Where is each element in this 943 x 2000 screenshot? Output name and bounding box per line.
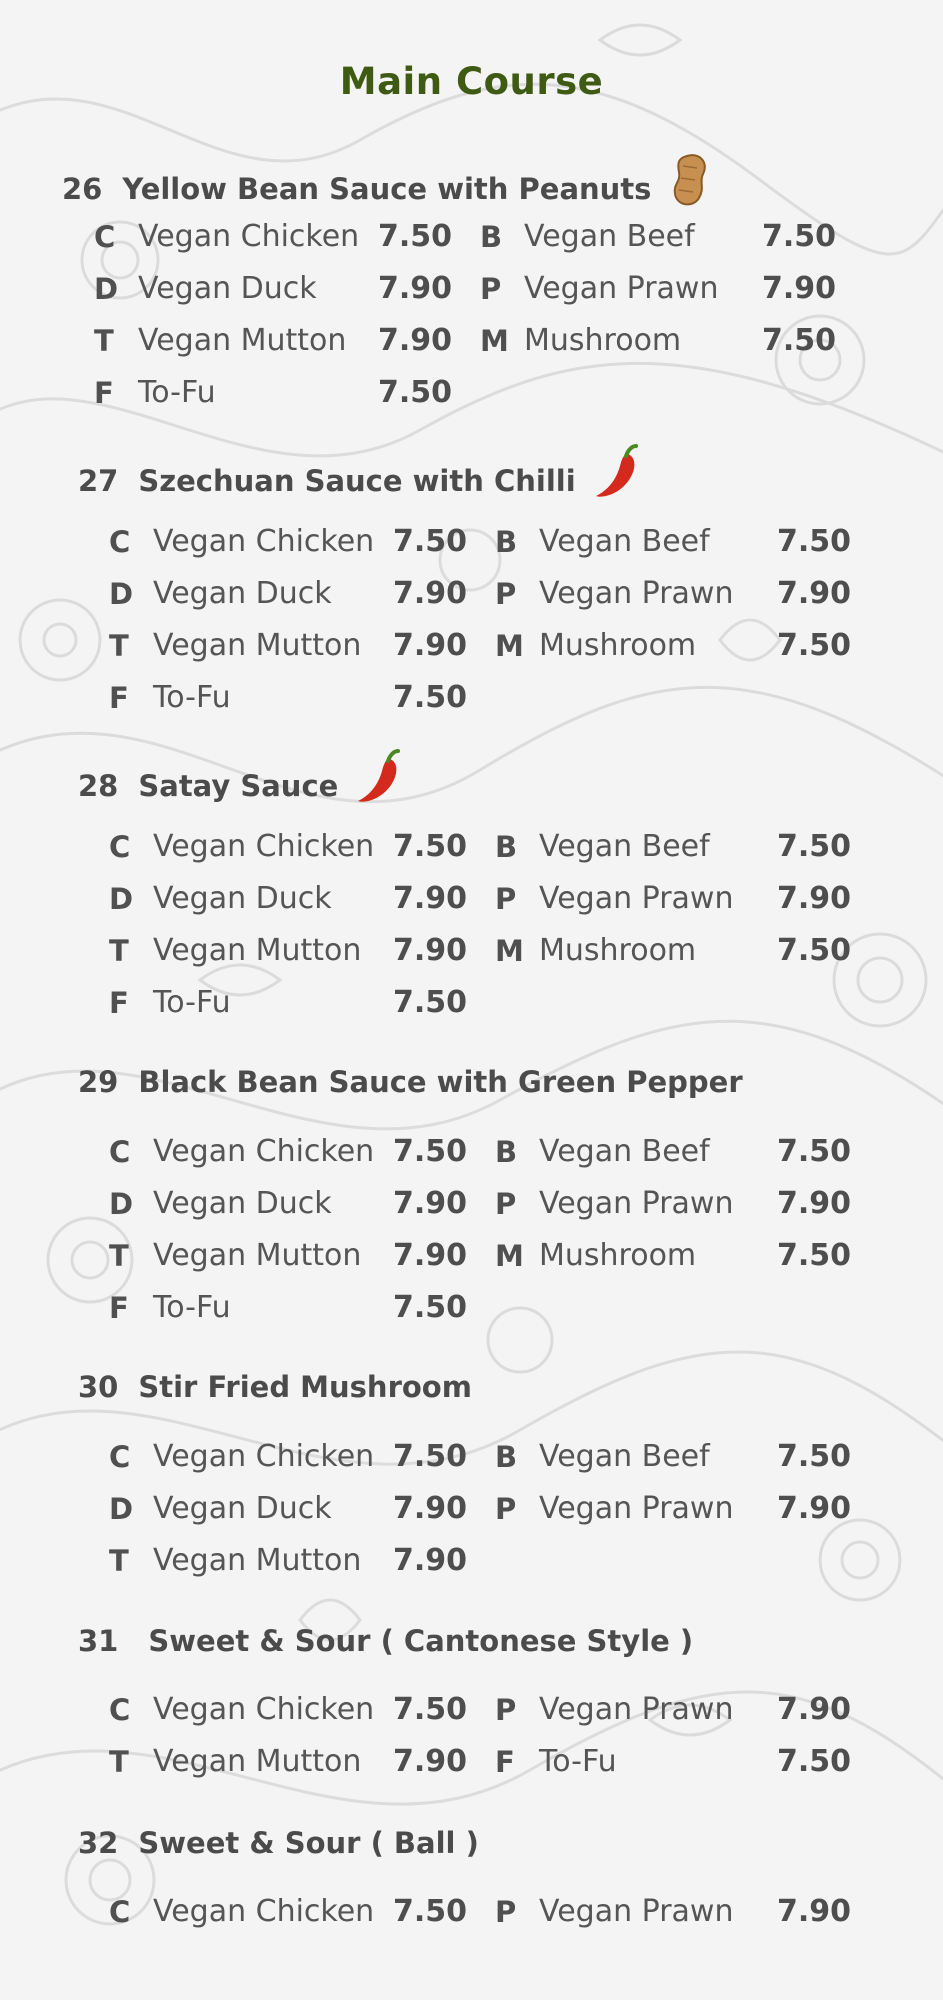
item-code: T: [94, 324, 114, 358]
item-price: 7.50: [393, 1439, 468, 1474]
item-name: Vegan Chicken: [153, 829, 375, 864]
section-number: 30: [78, 1370, 119, 1404]
item-name: Vegan Mutton: [138, 323, 347, 358]
item-name: Vegan Duck: [138, 271, 317, 306]
section-name: Yellow Bean Sauce with Peanuts: [122, 171, 652, 206]
item-price: 7.50: [378, 375, 453, 410]
section-number: 32: [78, 1826, 119, 1860]
item-code: M: [480, 324, 509, 358]
item-code: T: [109, 1745, 129, 1779]
item-code: B: [495, 525, 518, 559]
item-price: 7.50: [777, 524, 852, 559]
item-code: B: [495, 1135, 518, 1169]
item-code: T: [109, 1544, 129, 1578]
item-name: Vegan Mutton: [153, 1744, 362, 1779]
item-name: Vegan Duck: [153, 1491, 332, 1526]
item-code: T: [109, 1239, 129, 1273]
section-name: Satay Sauce: [138, 768, 339, 803]
item-name: Mushroom: [539, 933, 697, 968]
item-code: M: [495, 1239, 524, 1273]
item-price: 7.90: [777, 1894, 852, 1929]
item-code: P: [495, 882, 517, 916]
item-name: Vegan Prawn: [539, 1894, 734, 1929]
section-heading: [62, 156, 711, 206]
item-price: 7.50: [762, 323, 837, 358]
item-name: Vegan Chicken: [138, 219, 360, 254]
item-code: P: [495, 1693, 517, 1727]
section-heading: [78, 1618, 693, 1664]
item-price: 7.50: [378, 219, 453, 254]
item-name: Vegan Beef: [539, 1134, 710, 1169]
item-price: 7.50: [393, 1134, 468, 1169]
section-name: Sweet & Sour ( Cantonese Style ): [148, 1624, 694, 1658]
item-name: Vegan Duck: [153, 881, 332, 916]
item-name: Vegan Prawn: [539, 1692, 734, 1727]
item-name: Vegan Chicken: [153, 1894, 375, 1929]
item-code: P: [495, 1492, 517, 1526]
item-price: 7.90: [393, 1491, 468, 1526]
item-price: 7.50: [393, 985, 468, 1020]
item-name: Vegan Prawn: [539, 1186, 734, 1221]
item-price: 7.50: [777, 1744, 852, 1779]
section-heading: [78, 448, 642, 498]
item-code: D: [109, 1187, 134, 1221]
item-code: C: [109, 1440, 131, 1474]
item-code: M: [495, 934, 524, 968]
item-code: P: [480, 272, 502, 306]
item-name: Vegan Mutton: [153, 1238, 362, 1273]
item-price: 7.50: [777, 1134, 852, 1169]
item-name: Mushroom: [539, 628, 697, 663]
item-code: M: [495, 629, 524, 663]
item-name: Mushroom: [524, 323, 682, 358]
item-price: 7.50: [777, 628, 852, 663]
page-title: Main Course: [339, 60, 604, 103]
item-code: C: [109, 1693, 131, 1727]
item-price: 7.90: [777, 576, 852, 611]
item-price: 7.90: [393, 933, 468, 968]
section-number: 26: [62, 171, 103, 206]
item-code: P: [495, 577, 517, 611]
item-name: Mushroom: [539, 1238, 697, 1273]
section-number: 27: [78, 463, 119, 498]
item-code: F: [109, 1291, 129, 1325]
item-price: 7.50: [393, 524, 468, 559]
item-price: 7.90: [378, 323, 453, 358]
item-name: Vegan Prawn: [539, 1491, 734, 1526]
item-code: D: [94, 272, 119, 306]
item-name: Vegan Beef: [539, 524, 710, 559]
item-price: 7.90: [393, 1543, 468, 1578]
item-name: Vegan Chicken: [153, 524, 375, 559]
section-heading: [78, 1059, 743, 1105]
item-price: 7.90: [393, 1238, 468, 1273]
item-code: P: [495, 1895, 517, 1929]
item-code: P: [495, 1187, 517, 1221]
item-code: D: [109, 882, 134, 916]
item-code: C: [94, 220, 116, 254]
item-price: 7.50: [393, 1290, 468, 1325]
item-name: To-Fu: [153, 1290, 231, 1325]
item-code: F: [109, 986, 129, 1020]
item-code: D: [109, 577, 134, 611]
item-price: 7.50: [777, 933, 852, 968]
chilli-icon: [594, 444, 642, 513]
chilli-icon: [356, 749, 404, 818]
item-code: B: [495, 1440, 518, 1474]
item-price: 7.50: [777, 829, 852, 864]
item-code: F: [94, 376, 114, 410]
item-name: Vegan Chicken: [153, 1692, 375, 1727]
item-price: 7.90: [378, 271, 453, 306]
item-price: 7.50: [393, 1894, 468, 1929]
item-price: 7.90: [762, 271, 837, 306]
section-name: Sweet & Sour ( Ball ): [138, 1826, 479, 1860]
item-name: Vegan Beef: [539, 829, 710, 864]
item-code: B: [495, 830, 518, 864]
item-price: 7.90: [777, 1692, 852, 1727]
peanut-icon: [669, 152, 711, 221]
section-number: 31: [78, 1624, 119, 1658]
item-price: 7.90: [393, 628, 468, 663]
item-name: Vegan Duck: [153, 1186, 332, 1221]
section-number: 29: [78, 1065, 119, 1099]
item-name: To-Fu: [138, 375, 216, 410]
item-name: Vegan Prawn: [524, 271, 719, 306]
item-code: F: [495, 1745, 515, 1779]
item-name: Vegan Mutton: [153, 628, 362, 663]
item-price: 7.50: [777, 1238, 852, 1273]
section-name: Szechuan Sauce with Chilli: [138, 463, 576, 498]
section-number: 28: [78, 768, 119, 803]
item-code: C: [109, 1895, 131, 1929]
item-code: F: [109, 681, 129, 715]
section-name: Black Bean Sauce with Green Pepper: [138, 1065, 743, 1099]
item-code: B: [480, 220, 503, 254]
item-price: 7.50: [762, 219, 837, 254]
item-price: 7.90: [777, 881, 852, 916]
item-code: C: [109, 1135, 131, 1169]
section-heading: [78, 1364, 472, 1410]
item-name: Vegan Prawn: [539, 576, 734, 611]
item-name: To-Fu: [539, 1744, 617, 1779]
item-name: Vegan Mutton: [153, 1543, 362, 1578]
item-price: 7.90: [777, 1186, 852, 1221]
item-name: Vegan Chicken: [153, 1439, 375, 1474]
item-price: 7.50: [393, 680, 468, 715]
item-code: T: [109, 629, 129, 663]
section-heading: [78, 1820, 479, 1866]
section-name: Stir Fried Mushroom: [138, 1370, 472, 1404]
item-price: 7.90: [777, 1491, 852, 1526]
item-name: To-Fu: [153, 680, 231, 715]
item-code: C: [109, 830, 131, 864]
item-price: 7.50: [777, 1439, 852, 1474]
item-price: 7.50: [393, 1692, 468, 1727]
item-name: Vegan Chicken: [153, 1134, 375, 1169]
item-name: Vegan Prawn: [539, 881, 734, 916]
section-heading: [78, 753, 404, 803]
item-name: To-Fu: [153, 985, 231, 1020]
item-price: 7.90: [393, 576, 468, 611]
item-code: D: [109, 1492, 134, 1526]
item-code: C: [109, 525, 131, 559]
item-name: Vegan Mutton: [153, 933, 362, 968]
item-price: 7.90: [393, 1744, 468, 1779]
item-price: 7.50: [393, 829, 468, 864]
item-name: Vegan Duck: [153, 576, 332, 611]
item-price: 7.90: [393, 881, 468, 916]
item-code: T: [109, 934, 129, 968]
item-name: Vegan Beef: [524, 219, 695, 254]
item-price: 7.90: [393, 1186, 468, 1221]
item-name: Vegan Beef: [539, 1439, 710, 1474]
